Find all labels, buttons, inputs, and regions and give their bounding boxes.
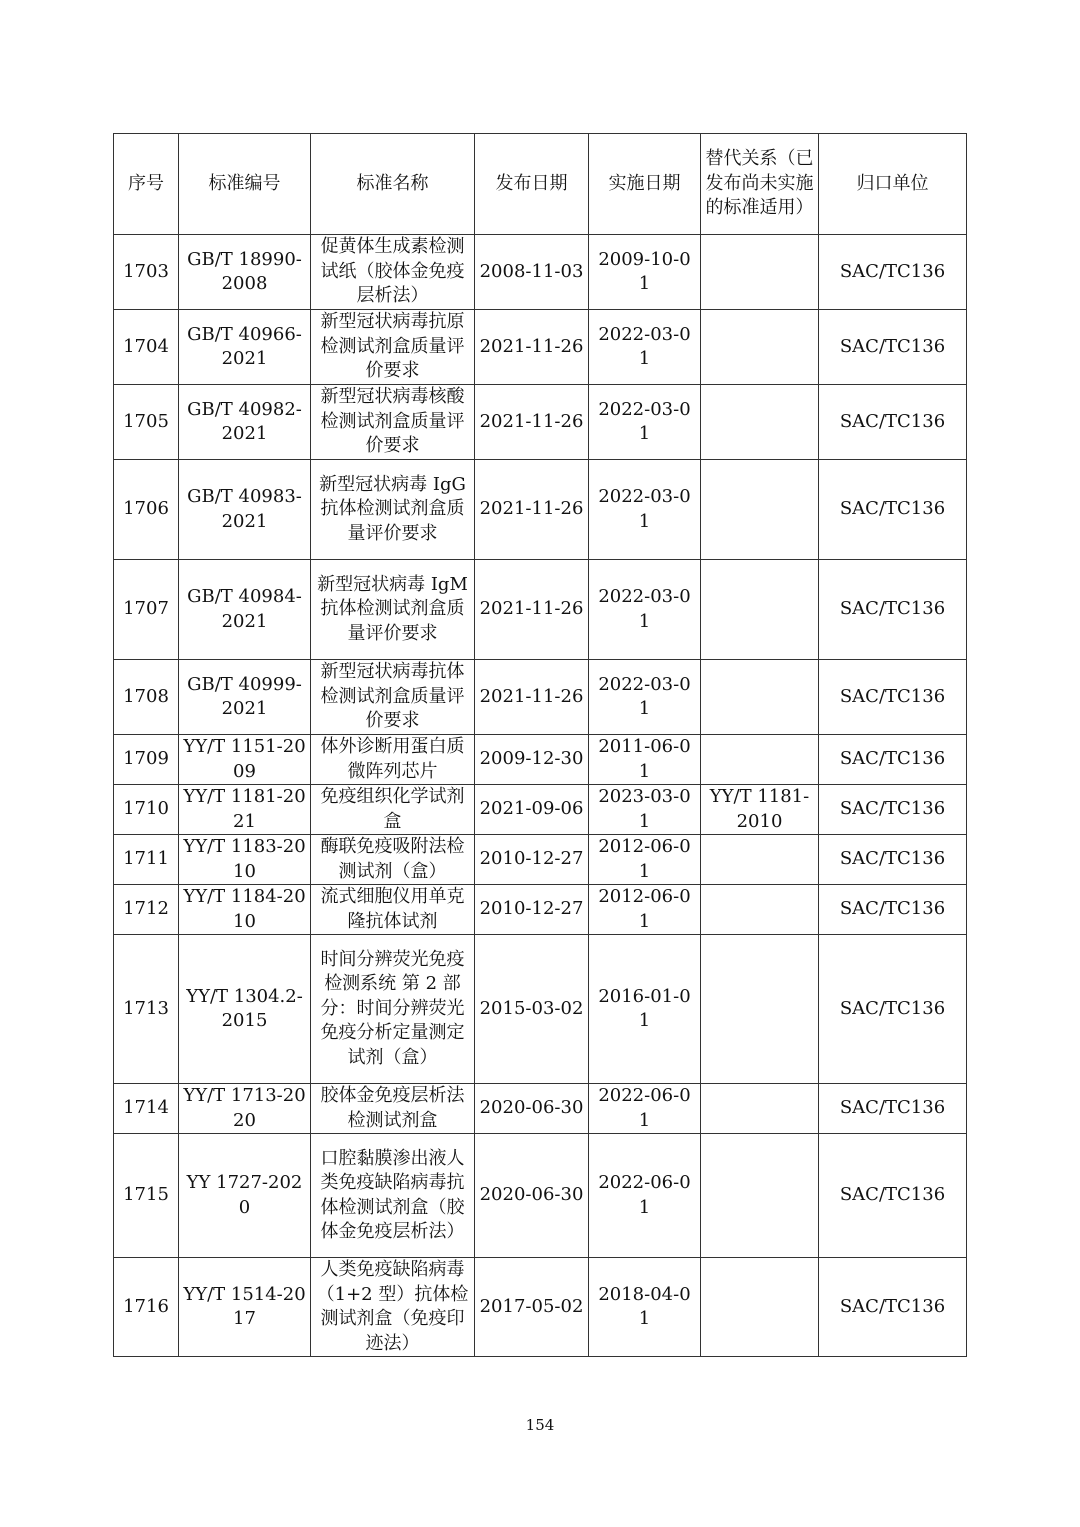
cell-code: YY/T 1183-2010 <box>179 835 311 885</box>
cell-effective: 2011-06-01 <box>589 735 701 785</box>
cell-no: 1714 <box>114 1084 179 1134</box>
table-header <box>114 134 967 235</box>
cell-replaces <box>701 235 819 310</box>
cell-published: 2021-09-06 <box>475 785 589 835</box>
cell-replaces <box>701 885 819 935</box>
cell-no: 1704 <box>114 310 179 385</box>
cell-effective: 2012-06-01 <box>589 885 701 935</box>
cell-published: 2021-11-26 <box>475 460 589 560</box>
cell-replaces <box>701 1084 819 1134</box>
cell-name: 胶体金免疫层析法检测试剂盒 <box>311 1084 475 1134</box>
cell-replaces: YY/T 1181-2010 <box>701 785 819 835</box>
cell-code: GB/T 18990-2008 <box>179 235 311 310</box>
cell-no: 1710 <box>114 785 179 835</box>
cell-code: YY/T 1181-2021 <box>179 785 311 835</box>
cell-unit: SAC/TC136 <box>819 460 967 560</box>
table-row <box>114 885 967 935</box>
header-replaces: 替代关系（已发布尚未实施的标准适用） <box>701 134 819 235</box>
cell-code: YY/T 1184-2010 <box>179 885 311 935</box>
table-row <box>114 385 967 460</box>
cell-published: 2008-11-03 <box>475 235 589 310</box>
cell-unit: SAC/TC136 <box>819 885 967 935</box>
cell-name: 免疫组织化学试剂盒 <box>311 785 475 835</box>
cell-effective: 2016-01-01 <box>589 935 701 1084</box>
cell-name: 新型冠状病毒 IgM 抗体检测试剂盒质量评价要求 <box>311 560 475 660</box>
cell-name: 口腔黏膜渗出液人类免疫缺陷病毒抗体检测试剂盒（胶体金免疫层析法） <box>311 1134 475 1258</box>
cell-name: 新型冠状病毒抗原检测试剂盒质量评价要求 <box>311 310 475 385</box>
cell-effective: 2022-03-01 <box>589 460 701 560</box>
cell-published: 2021-11-26 <box>475 560 589 660</box>
table-row <box>114 460 967 560</box>
cell-no: 1716 <box>114 1258 179 1357</box>
cell-name: 流式细胞仪用单克隆抗体试剂 <box>311 885 475 935</box>
cell-effective: 2012-06-01 <box>589 835 701 885</box>
cell-replaces <box>701 735 819 785</box>
cell-published: 2021-11-26 <box>475 660 589 735</box>
cell-replaces <box>701 1258 819 1357</box>
cell-published: 2020-06-30 <box>475 1134 589 1258</box>
cell-code: GB/T 40982-2021 <box>179 385 311 460</box>
cell-replaces <box>701 835 819 885</box>
cell-name: 新型冠状病毒 IgG 抗体检测试剂盒质量评价要求 <box>311 460 475 560</box>
cell-code: YY 1727-2020 <box>179 1134 311 1258</box>
cell-code: GB/T 40999-2021 <box>179 660 311 735</box>
cell-no: 1708 <box>114 660 179 735</box>
cell-effective: 2022-03-01 <box>589 310 701 385</box>
cell-unit: SAC/TC136 <box>819 385 967 460</box>
cell-effective: 2022-06-01 <box>589 1134 701 1258</box>
cell-code: GB/T 40984-2021 <box>179 560 311 660</box>
cell-unit: SAC/TC136 <box>819 935 967 1084</box>
cell-no: 1711 <box>114 835 179 885</box>
cell-name: 体外诊断用蛋白质微阵列芯片 <box>311 735 475 785</box>
cell-unit: SAC/TC136 <box>819 1258 967 1357</box>
cell-published: 2010-12-27 <box>475 885 589 935</box>
cell-code: GB/T 40983-2021 <box>179 460 311 560</box>
cell-name: 新型冠状病毒核酸检测试剂盒质量评价要求 <box>311 385 475 460</box>
cell-name: 人类免疫缺陷病毒（1+2 型）抗体检测试剂盒（免疫印迹法） <box>311 1258 475 1357</box>
table-row <box>114 235 967 310</box>
cell-effective: 2022-06-01 <box>589 1084 701 1134</box>
header-no: 序号 <box>114 134 179 235</box>
table-row <box>114 1084 967 1134</box>
cell-published: 2021-11-26 <box>475 385 589 460</box>
header-unit: 归口单位 <box>819 134 967 235</box>
cell-unit: SAC/TC136 <box>819 660 967 735</box>
table-row <box>114 560 967 660</box>
cell-effective: 2009-10-01 <box>589 235 701 310</box>
cell-unit: SAC/TC136 <box>819 735 967 785</box>
cell-no: 1703 <box>114 235 179 310</box>
cell-name: 酶联免疫吸附法检测试剂（盒） <box>311 835 475 885</box>
table-row <box>114 660 967 735</box>
cell-effective: 2022-03-01 <box>589 385 701 460</box>
cell-name: 时间分辨荧光免疫检测系统 第 2 部分：时间分辨荧光免疫分析定量测定试剂（盒） <box>311 935 475 1084</box>
standards-table <box>113 133 967 1357</box>
cell-published: 2017-05-02 <box>475 1258 589 1357</box>
cell-replaces <box>701 385 819 460</box>
cell-no: 1705 <box>114 385 179 460</box>
header-row <box>114 134 967 235</box>
cell-unit: SAC/TC136 <box>819 1134 967 1258</box>
cell-replaces <box>701 660 819 735</box>
cell-unit: SAC/TC136 <box>819 560 967 660</box>
cell-unit: SAC/TC136 <box>819 1084 967 1134</box>
cell-name: 促黄体生成素检测试纸（胶体金免疫层析法） <box>311 235 475 310</box>
header-published: 发布日期 <box>475 134 589 235</box>
cell-code: YY/T 1514-2017 <box>179 1258 311 1357</box>
cell-effective: 2022-03-01 <box>589 560 701 660</box>
cell-code: YY/T 1304.2-2015 <box>179 935 311 1084</box>
table-row <box>114 935 967 1084</box>
cell-effective: 2022-03-01 <box>589 660 701 735</box>
cell-published: 2015-03-02 <box>475 935 589 1084</box>
cell-published: 2010-12-27 <box>475 835 589 885</box>
cell-code: YY/T 1151-2009 <box>179 735 311 785</box>
cell-code: GB/T 40966-2021 <box>179 310 311 385</box>
cell-effective: 2018-04-01 <box>589 1258 701 1357</box>
table-row <box>114 1258 967 1357</box>
table-row <box>114 785 967 835</box>
header-code: 标准编号 <box>179 134 311 235</box>
cell-replaces <box>701 935 819 1084</box>
cell-name: 新型冠状病毒抗体检测试剂盒质量评价要求 <box>311 660 475 735</box>
cell-no: 1715 <box>114 1134 179 1258</box>
table-row <box>114 835 967 885</box>
cell-unit: SAC/TC136 <box>819 310 967 385</box>
cell-replaces <box>701 310 819 385</box>
cell-code: YY/T 1713-2020 <box>179 1084 311 1134</box>
cell-published: 2020-06-30 <box>475 1084 589 1134</box>
header-effective: 实施日期 <box>589 134 701 235</box>
table-body <box>114 235 967 1357</box>
cell-no: 1707 <box>114 560 179 660</box>
cell-unit: SAC/TC136 <box>819 785 967 835</box>
table-row <box>114 735 967 785</box>
table-row <box>114 1134 967 1258</box>
cell-no: 1713 <box>114 935 179 1084</box>
cell-unit: SAC/TC136 <box>819 835 967 885</box>
cell-replaces <box>701 560 819 660</box>
header-name: 标准名称 <box>311 134 475 235</box>
table-row <box>114 310 967 385</box>
page-number: 154 <box>525 1416 555 1434</box>
cell-no: 1712 <box>114 885 179 935</box>
cell-published: 2009-12-30 <box>475 735 589 785</box>
cell-published: 2021-11-26 <box>475 310 589 385</box>
cell-replaces <box>701 1134 819 1258</box>
cell-replaces <box>701 460 819 560</box>
cell-no: 1709 <box>114 735 179 785</box>
cell-effective: 2023-03-01 <box>589 785 701 835</box>
cell-unit: SAC/TC136 <box>819 235 967 310</box>
cell-no: 1706 <box>114 460 179 560</box>
